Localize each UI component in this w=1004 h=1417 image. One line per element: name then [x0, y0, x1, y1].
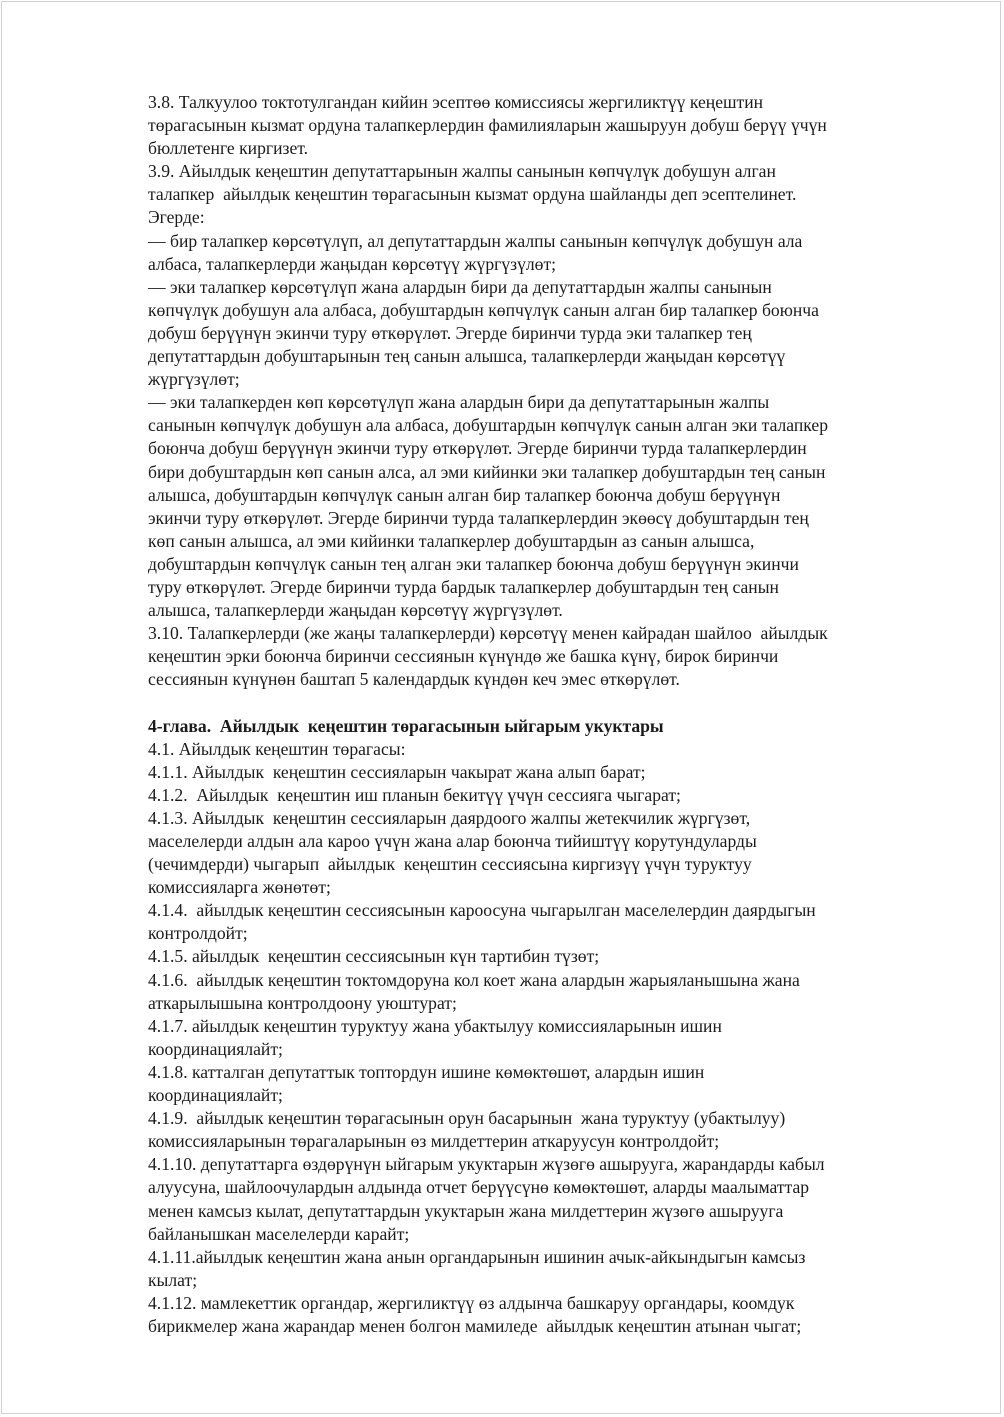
text-line: экинчи туру өткөрүлөт. Эгерде биринчи турда талапкерлердин экөөсү добуштардын тең — [148, 507, 809, 528]
document-body — [148, 91, 938, 1338]
text-line: кеңештин эрки боюнча биринчи сессиянын күнүндө же башка күнү, бирок биринчи — [148, 646, 779, 667]
text-line: комиссияларынын төрагаларынын өз милдеттерин аткаруусун контролдойт; — [148, 1131, 720, 1152]
text-line: кылат; — [148, 1269, 198, 1290]
text-line: алуусуна, шайлоочулардын алдында отчет берүүсүнө көмөктөшөт, аларды маалыматтар — [148, 1177, 810, 1198]
text-line: добуштардын көпчүлүк санын тең алган эки талапкер боюнча добуш берүүнүн экинчи — [148, 553, 799, 574]
text-line: 4.1.3. Айылдык кеңештин сессияларын даярдоого жалпы жетекчилик жүргүзөт, — [148, 807, 751, 828]
text-line: координациялайт; — [148, 1038, 283, 1059]
text-line: менен камсыз кылат, депутаттардын укуктарын жана милдеттерин жүзөгө ашырууга — [148, 1200, 784, 1221]
text-line: — бир талапкер көрсөтүлүп, ал депутаттардын жалпы санынын көпчүлүк добушун ала — [148, 230, 803, 251]
text-line: бюллетенге киргизет. — [148, 138, 309, 159]
text-line: комиссияларга жөнөтөт; — [148, 877, 331, 898]
text-line: туру өткөрүлөт. Эгерде биринчи турда бардык талапкерлер добуштардын тең санын — [148, 576, 779, 597]
text-line: 4.1.8. катталган депутаттык топтордун ишине көмөктөшөт, алардын ишин — [148, 1061, 705, 1082]
text-line: бири добуштардын көп санын алса, ал эми кийинки эки талапкер добуштардын тең санын — [148, 461, 826, 482]
text-line: 4.1.10. депутаттарга өздөрүнүн ыйгарым укуктарын жүзөгө ашырууга, жарандарды кабыл — [148, 1154, 825, 1175]
document-page — [1, 1, 1001, 1414]
blank-line — [148, 691, 938, 714]
text-line: депутаттардын добуштарынын тең санын алышса, талапкерлерди жаңыдан көрсөтүү — [148, 346, 786, 367]
text-line: 4.1.1. Айылдык кеңештин сессияларын чакырат жана алып барат; — [148, 761, 646, 782]
text-line: 3.8. Талкуулоо токтотулгандан кийин эсептөө комиссиясы жергиликтүү кеңештин — [148, 92, 764, 112]
text-line: санынын көпчүлүк добушун ала албаса, добуштардын көпчүлүк санын алган эки талапкер — [148, 415, 829, 436]
text-line: боюнча добуш берүүнүн экинчи туру өткөрүлөт. Эгерде биринчи турда талапкерлердин — [148, 438, 807, 459]
text-line: байланышкан маселелерди карайт; — [148, 1223, 410, 1244]
text-line: 4.1.4. айылдык кеңештин сессиясынын кароосуна чыгарылган маселелердин даярдыгын — [148, 900, 816, 921]
text-line: аткарылышына контролдоону уюштурат; — [148, 992, 457, 1013]
text-line: албаса, талапкерлерди жаңыдан көрсөтүү жүргүзүлөт; — [148, 253, 557, 274]
text-line: Эгерде: — [148, 207, 205, 228]
chapter-heading: 4-глава. Айылдык кеңештин төрагасынын ыйгарым укуктары — [148, 715, 664, 736]
text-line: жүргүзүлөт; — [148, 369, 240, 390]
text-line: 4.1.6. айылдык кеңештин токтомдоруна кол коет жана алардын жарыяланышына жана — [148, 969, 800, 990]
text-line: 4.1. Айылдык кеңештин төрагасы: — [148, 738, 406, 759]
text-line: 4.1.9. айылдык кеңештин төрагасынын орун басарынын жана туруктуу (убактылуу) — [148, 1108, 786, 1129]
text-line: алышса, талапкерлерди жаңыдан көрсөтүү жүргүзүлөт. — [148, 600, 563, 621]
text-line: алышса, добуштардын көпчүлүк санын алган бир талапкер боюнча добуш берүүнүн — [148, 484, 781, 505]
text-line: — эки талапкер көрсөтүлүп жана алардын бири да депутаттардын жалпы санынын — [148, 276, 772, 297]
text-line: төрагасынын кызмат ордуна талапкерлердин фамилияларын жашыруун добуш берүү үчүн — [148, 115, 827, 136]
text-line: 4.1.2. Айылдык кеңештин иш планын бекитүү үчүн сессияга чыгарат; — [148, 784, 681, 805]
text-line: көп санын алышса, ал эми кийинки талапкерлер добуштардын аз санын алышса, — [148, 530, 755, 551]
text-line: 3.10. Талапкерлерди (же жаңы талапкерлерди) көрсөтүү менен кайрадан шайлоо айылдык — [148, 623, 828, 644]
text-line: 4.1.5. айылдык кеңештин сессиясынын күн тартибин түзөт; — [148, 946, 600, 967]
text-line: көпчүлүк добушун ала албаса, добуштардын көпчүлүк санын алган бир талапкер боюнча — [148, 299, 819, 320]
text-line: маселелерди алдын ала карoo үчүн жана алар боюнча тийиштүү корутундуларды — [148, 831, 757, 851]
text-line: (чечимдерди) чыгарып айылдык кеңештин сессиясына киргизүү үчүн туруктуу — [148, 854, 752, 875]
text-line: координациялайт; — [148, 1085, 283, 1106]
text-line: 4.1.12. мамлекеттик органдар, жергиликтүү өз алдынча башкаруу органдары, коомдук — [148, 1292, 795, 1313]
text-line: — эки талапкерден көп көрсөтүлүп жана алардын бири да депутаттарынын жалпы — [148, 392, 770, 413]
text-line: 3.9. Айылдык кеңештин депутаттарынын жалпы санынын көпчүлүк добушун алган — [148, 161, 776, 182]
text-line: контролдойт; — [148, 923, 248, 944]
text-line: 4.1.11.айылдык кеңештин жана анын органдарынын ишинин ачык-айкындыгын камсыз — [148, 1246, 806, 1267]
text-line: талапкер айылдык кеңештин төрагасынын кызмат ордуна шайланды деп эсептелинет. — [148, 184, 797, 205]
text-line: сессиянын күнүнөн баштап 5 календардык күндөн кеч эмес өткөрүлөт. — [148, 669, 680, 690]
text-line: бирикмелер жана жарандар менен болгон мамиледе айылдык кеңештин атынан чыгат; — [148, 1315, 802, 1336]
text-line: добуш берүүнүн экинчи туру өткөрүлөт. Эгерде биринчи турда эки талапкер тең — [148, 322, 752, 343]
text-line: 4.1.7. айылдык кеңештин туруктуу жана убактылуу комиссияларынын ишин — [148, 1015, 722, 1036]
